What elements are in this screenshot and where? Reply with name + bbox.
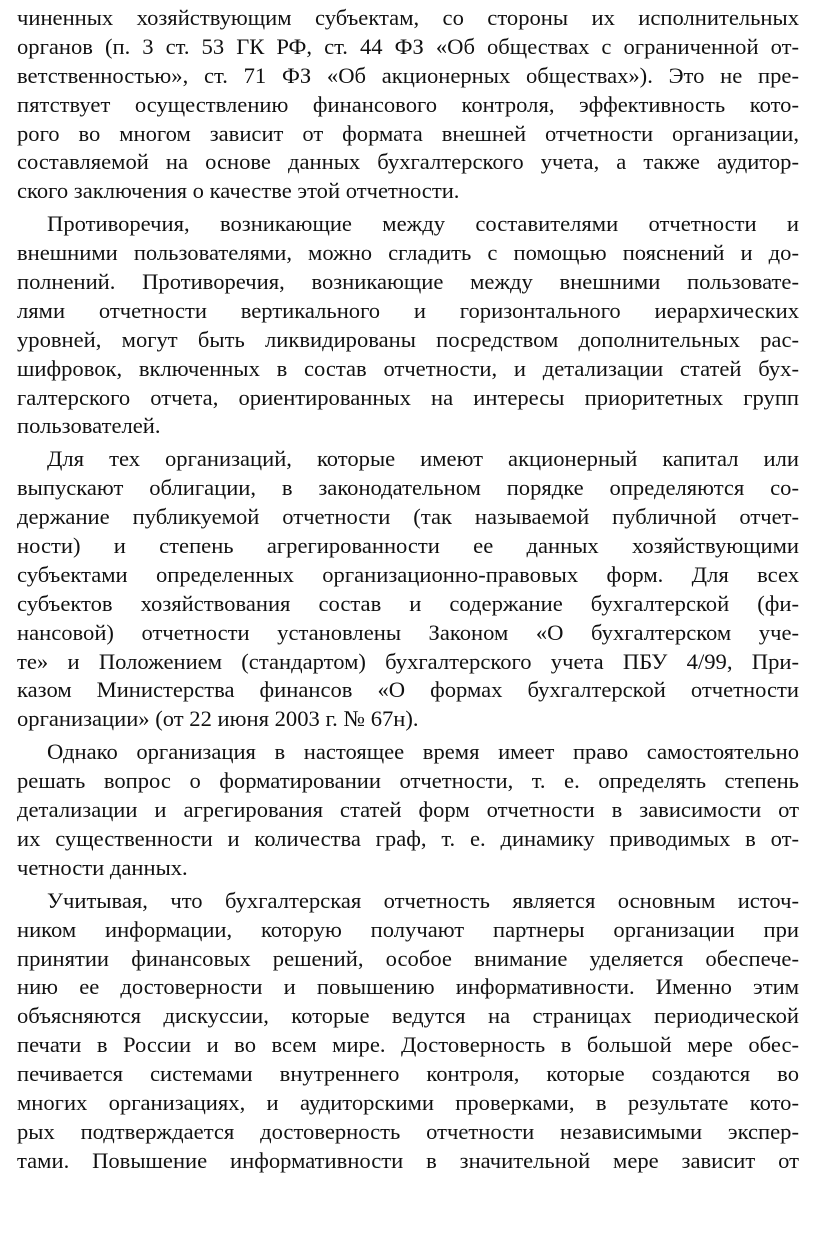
text-line: полнений. Противоречия, возникающие между внешними пользовате- (17, 269, 799, 295)
text-line: четности данных. (17, 854, 188, 880)
text-line: решать вопрос о форматировании отчетности, т. е. определять степень (17, 768, 799, 794)
text-line: тами. Повышение информативности в значительной мере зависит от (17, 1147, 799, 1173)
paragraph-contradictions (17, 210, 799, 441)
text-line: чиненных хозяйствующим субъектам, со стороны их исполнительных (17, 5, 799, 30)
text-line: внешними пользователями, можно сгладить с помощью пояснений и до- (17, 240, 799, 266)
text-line: пользователей. (17, 413, 161, 439)
text-line: составляемой на основе данных бухгалтерского учета, а также аудитор- (17, 149, 799, 175)
text-line: ветственностью», ст. 71 ФЗ «Об акционерных обществах»). Это не пре- (17, 62, 799, 88)
text-line: организации» (от 22 июня 2003 г. № 67н). (17, 706, 419, 732)
text-line: уровней, могут быть ликвидированы посредством дополнительных рас- (17, 326, 799, 352)
text-line: печивается системами внутреннего контроля, которые создаются во (17, 1061, 799, 1087)
text-line: Учитывая, что бухгалтерская отчетность является основным источ- (47, 887, 799, 913)
text-line: те» и Положением (стандартом) бухгалтерского учета ПБУ 4/99, При- (17, 648, 799, 674)
text-line: рого во многом зависит от формата внешней отчетности организации, (17, 120, 799, 146)
text-line: держание публикуемой отчетности (так называемой публичной отчет- (17, 504, 799, 530)
text-line: детализации и агрегирования статей форм отчетности в зависимости от (17, 797, 799, 823)
text-line: органов (п. 3 ст. 53 ГК РФ, ст. 44 ФЗ «Об обществах с ограниченной от- (17, 33, 799, 59)
paragraph-formatting-right (17, 738, 799, 882)
text-line: принятии финансовых решений, особое внимание уделяется обеспече- (17, 945, 799, 971)
text-line: ского заключения о качестве этой отчетности. (17, 178, 460, 204)
text-line: их существенности и количества граф, т. е. динамику приводимых в от- (17, 825, 799, 851)
text-line: Однако организация в настоящее время имеет право самостоятельно (47, 739, 799, 765)
text-line: шифровок, включенных в состав отчетности, и детализации статей бух- (17, 355, 799, 381)
text-line: нансовой) отчетности установлены Законом «О бухгалтерском уче- (17, 619, 799, 645)
text-line: нию ее достоверности и повышению информативности. Именно этим (17, 974, 799, 1000)
text-line: Для тех организаций, которые имеют акционерный капитал или (47, 446, 799, 472)
paragraph-public-reporting (17, 445, 799, 734)
text-line: рых подтверждается достоверность отчетности независимыми экспер- (17, 1118, 799, 1144)
text-line: ности) и степень агрегированности ее данных хозяйствующими (17, 533, 799, 559)
paragraph-reliability (17, 887, 799, 1176)
text-line: галтерского отчета, ориентированных на интересы приоритетных групп (17, 384, 799, 410)
text-line: пятствует осуществлению финансового контроля, эффективность кото- (17, 91, 799, 117)
text-line: объясняются дискуссии, которые ведутся на страницах периодической (17, 1003, 799, 1029)
text-line: субъектов хозяйствования состав и содержание бухгалтерской (фи- (17, 590, 799, 616)
text-line: выпускают облигации, в законодательном порядке определяются со- (17, 475, 799, 501)
paragraph-continuation (17, 4, 799, 206)
text-line: субъектами определенных организационно-правовых форм. Для всех (17, 561, 799, 587)
text-line: лями отчетности вертикального и горизонтального иерархических (17, 297, 799, 323)
text-line: ником информации, которую получают партнеры организации при (17, 916, 799, 942)
text-line: многих организациях, и аудиторскими проверками, в результате кото- (17, 1089, 799, 1115)
text-line: печати в России и во всем мире. Достоверность в большой мере обес- (17, 1032, 799, 1058)
text-line: казом Министерства финансов «О формах бухгалтерской отчетности (17, 677, 799, 703)
text-line: Противоречия, возникающие между составителями отчетности и (47, 211, 799, 237)
